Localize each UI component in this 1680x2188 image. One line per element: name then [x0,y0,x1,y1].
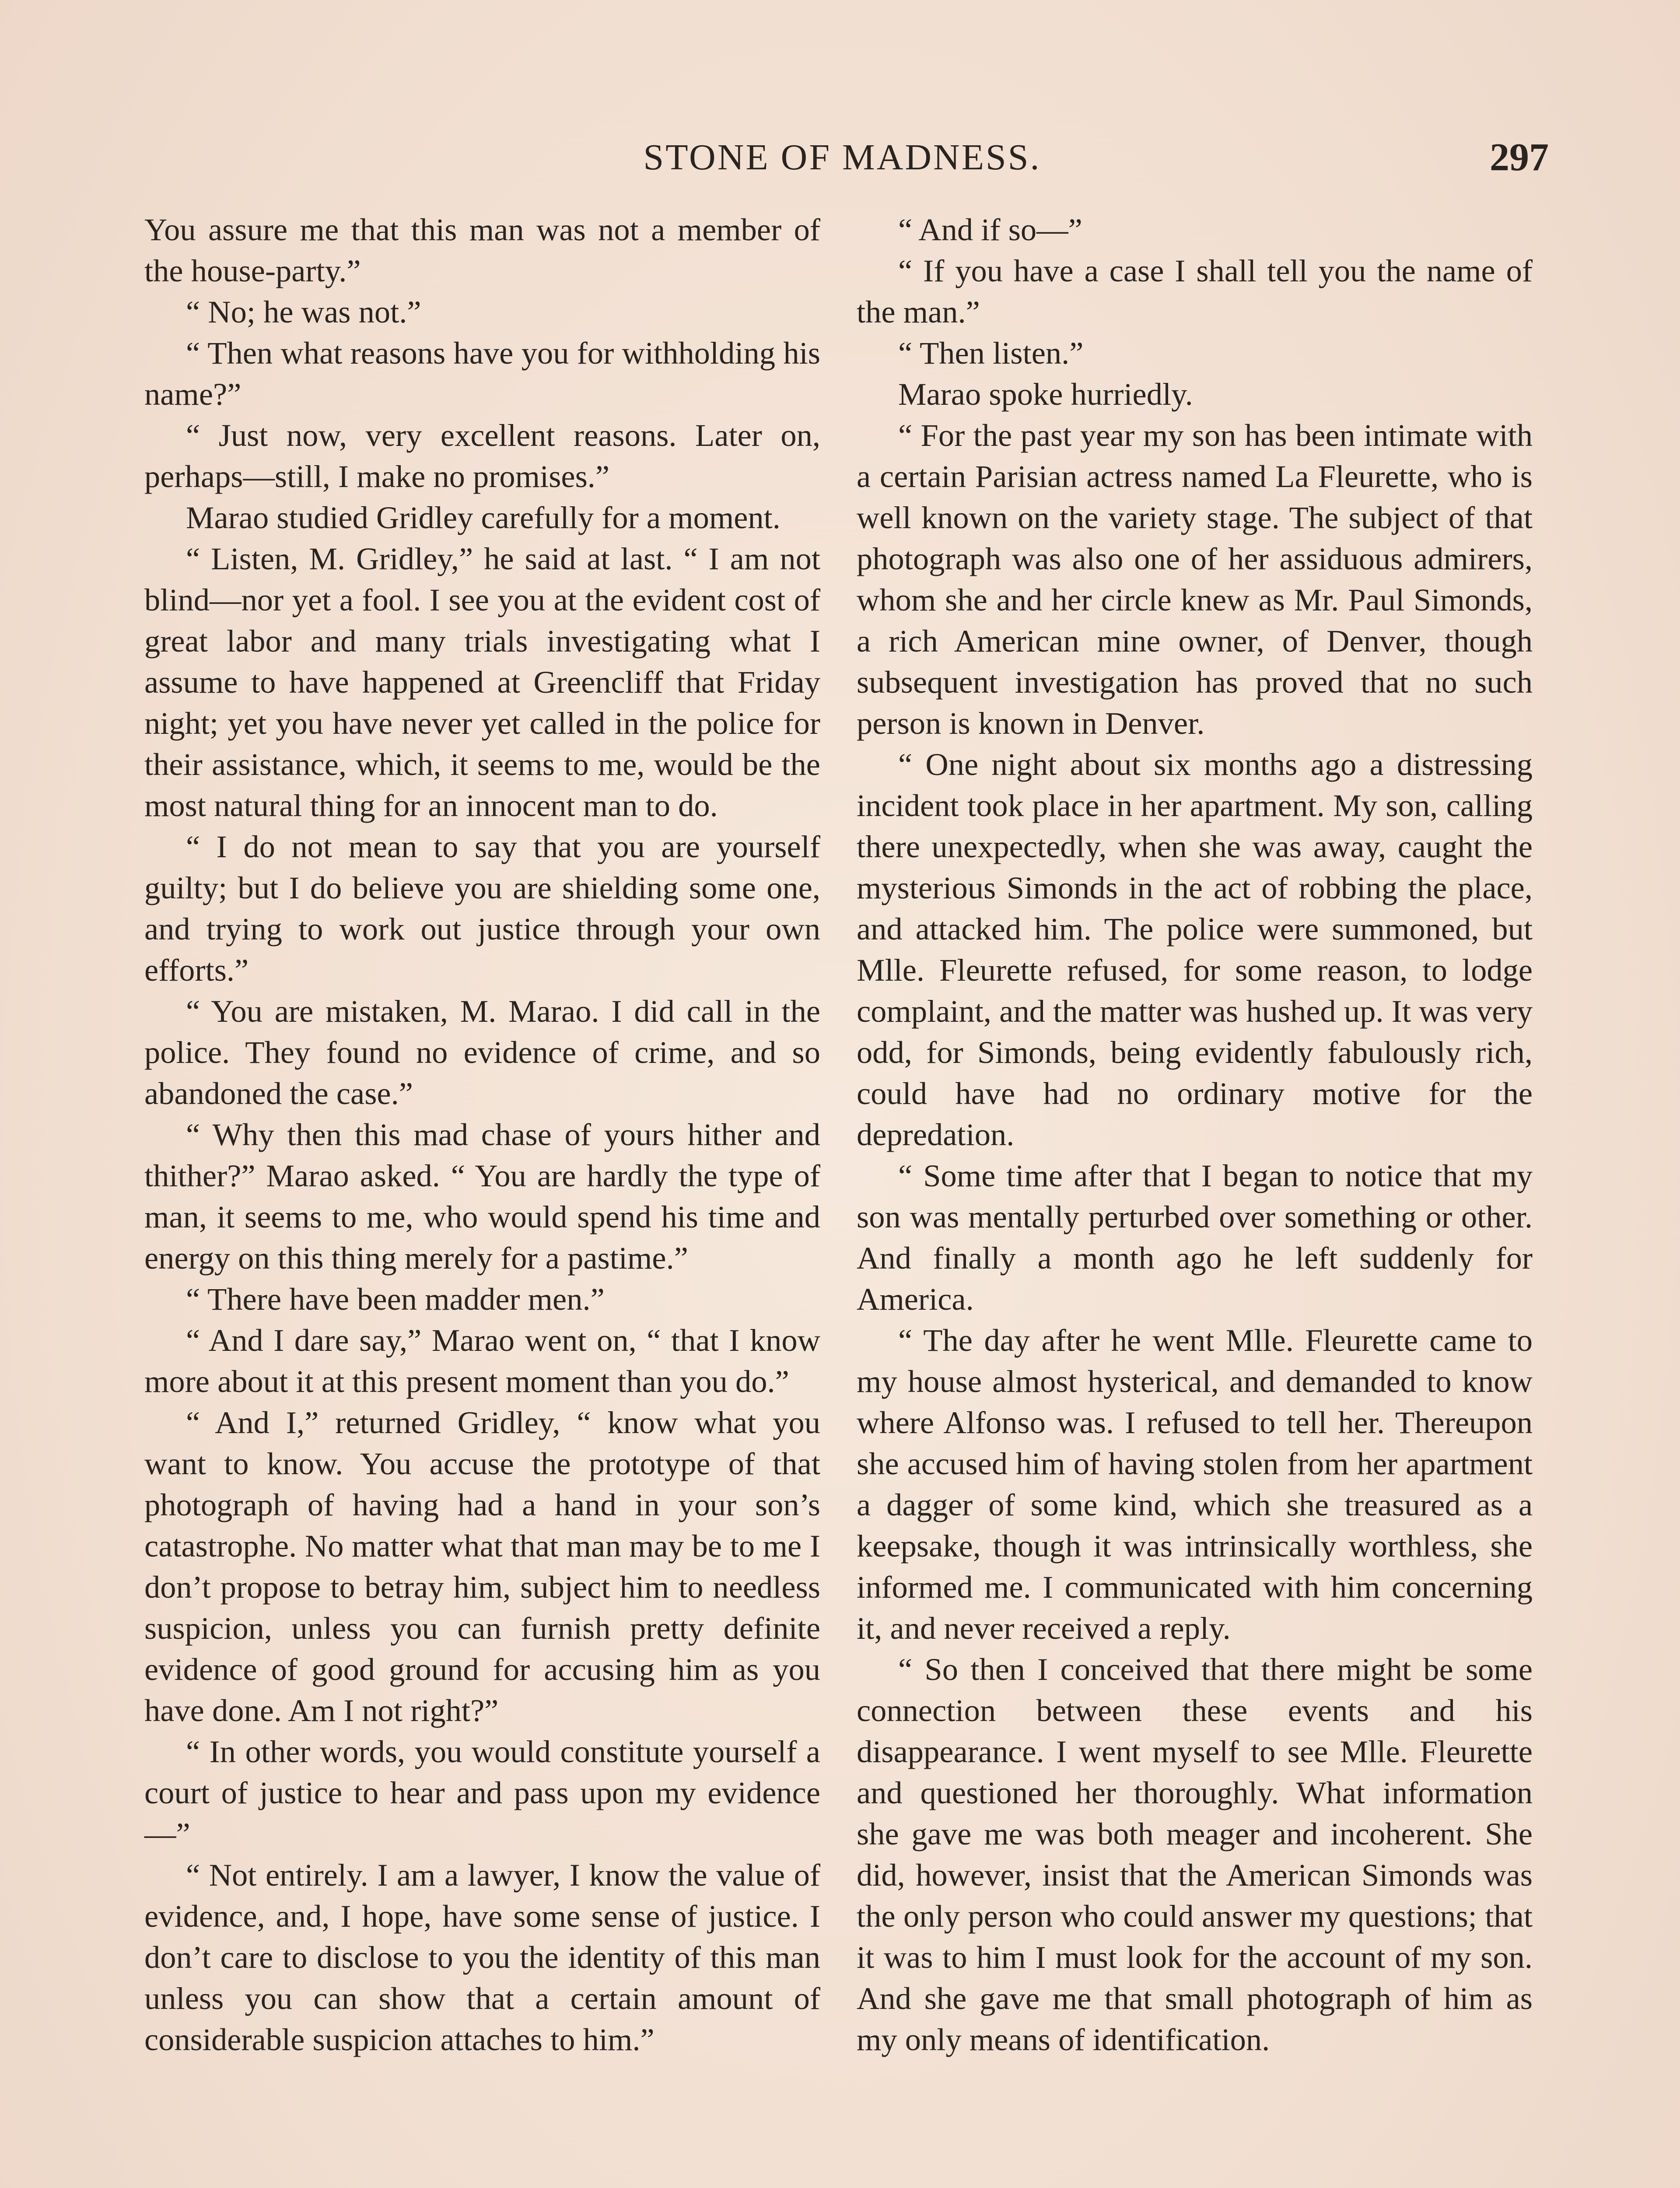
paragraph: “ Why then this mad chase of yours hither and thither?” Marao asked. “ You are hardly the type of man, it seems to me, who would spend his time and energy on this thing merely for a pastime.” [144,1117,820,1276]
paragraph: “ If you have a case I shall tell you the name of the man.” [857,253,1533,330]
paragraph: “ In other words, you would constitute yourself a court of justice to hear and pass upon my evidence—” [144,1734,820,1851]
paragraph: “ And if so—” [898,212,1082,247]
paragraph: Marao spoke hurriedly. [898,376,1193,412]
paragraph: “ There have been madder men.” [186,1281,605,1317]
left-column [144,209,820,2060]
running-title: STONE OF MADNESS. [643,137,1041,178]
page-header [144,131,1549,184]
paragraph: “ Not entirely. I am a lawyer, I know the value of evidence, and, I hope, have some sense of justice. I don’t care to disclose to you the identity of this man unless you can show that a certain amount of considerable suspicion attaches to him.” [144,1857,820,2057]
right-column [857,209,1533,2060]
paragraph: “ I do not mean to say that you are yourself guilty; but I do believe you are shielding some one, and trying to work out justice through your own efforts.” [144,829,820,988]
paragraph: “ So then I conceived that there might be some connection between these events and his disappearance. I went myself to see Mlle. Fleurette and questioned her thoroughly. What information she gave me was both meager and incoherent. She did, however, insist that the American Simonds was the only person who could answer my questions; that it was to him I must look for the account of my son. And she gave me that small photograph of him as my only means of identification. [857,1652,1533,2057]
paragraph: “ Then what reasons have you for withholding his name?” [144,335,820,412]
paragraph: You assure me that this man was not a member of the house-party.” [144,212,820,288]
paragraph: Marao studied Gridley carefully for a moment. [186,500,780,535]
paragraph: “ Just now, very excellent reasons. Later on, perhaps—still, I make no promises.” [144,417,820,494]
paragraph: “ No; he was not.” [186,294,421,330]
paragraph: “ And I dare say,” Marao went on, “ that I know more about it at this present moment than you do.” [144,1322,820,1399]
paragraph: “ And I,” returned Gridley, “ know what you want to know. You accuse the prototype of that photograph of having had a hand in your son’s catastrophe. No matter what that man may be to me I don’t propose to betray him, subject him to needless suspicion, unless you can furnish pretty definite evidence of good ground for accusing him as you have done. Am I not right?” [144,1405,820,1728]
paragraph: “ For the past year my son has been intimate with a certain Parisian actress named La Fleurette, who is well known on the variety stage. The subject of that photograph was also one of her assiduous admirers, whom she and her circle knew as Mr. Paul Simonds, a rich American mine owner, of Denver, though subsequent investigation has proved that no such person is known in Denver. [857,417,1533,741]
paragraph: “ Then listen.” [898,335,1084,371]
paragraph: “ Listen, M. Gridley,” he said at last. “ I am not blind—nor yet a fool. I see you at the evident cost of great labor and many trials investigating what I assume to have happened at Greencliff that Friday night; yet you have never yet called in the police for their assistance, which, it seems to me, would be the most natural thing for an innocent man to do. [144,541,820,823]
paragraph: “ One night about six months ago a distressing incident took place in her apartment. My son, calling there unexpectedly, when she was away, caught the mysterious Simonds in the act of robbing the place, and attacked him. The police were summoned, but Mlle. Fleurette refused, for some reason, to lodge complaint, and the matter was hushed up. It was very odd, for Simonds, being evidently fabulously rich, could have had no ordinary motive for the depredation. [857,747,1533,1152]
paragraph: “ You are mistaken, M. Marao. I did call in the police. They found no evidence of crime, and so abandoned the case.” [144,993,820,1111]
page-number: 297 [1490,136,1549,179]
paragraph: “ Some time after that I began to notice that my son was mentally perturbed over something or other. And finally a month ago he left suddenly for America. [857,1158,1533,1317]
paragraph: “ The day after he went Mlle. Fleurette came to my house almost hysterical, and demanded to know where Alfonso was. I refused to tell her. Thereupon she accused him of having stolen from her apartment a dagger of some kind, which she treasured as a keepsake, though it was intrinsically worthless, she informed me. I communicated with him concerning it, and never received a reply. [857,1322,1533,1646]
